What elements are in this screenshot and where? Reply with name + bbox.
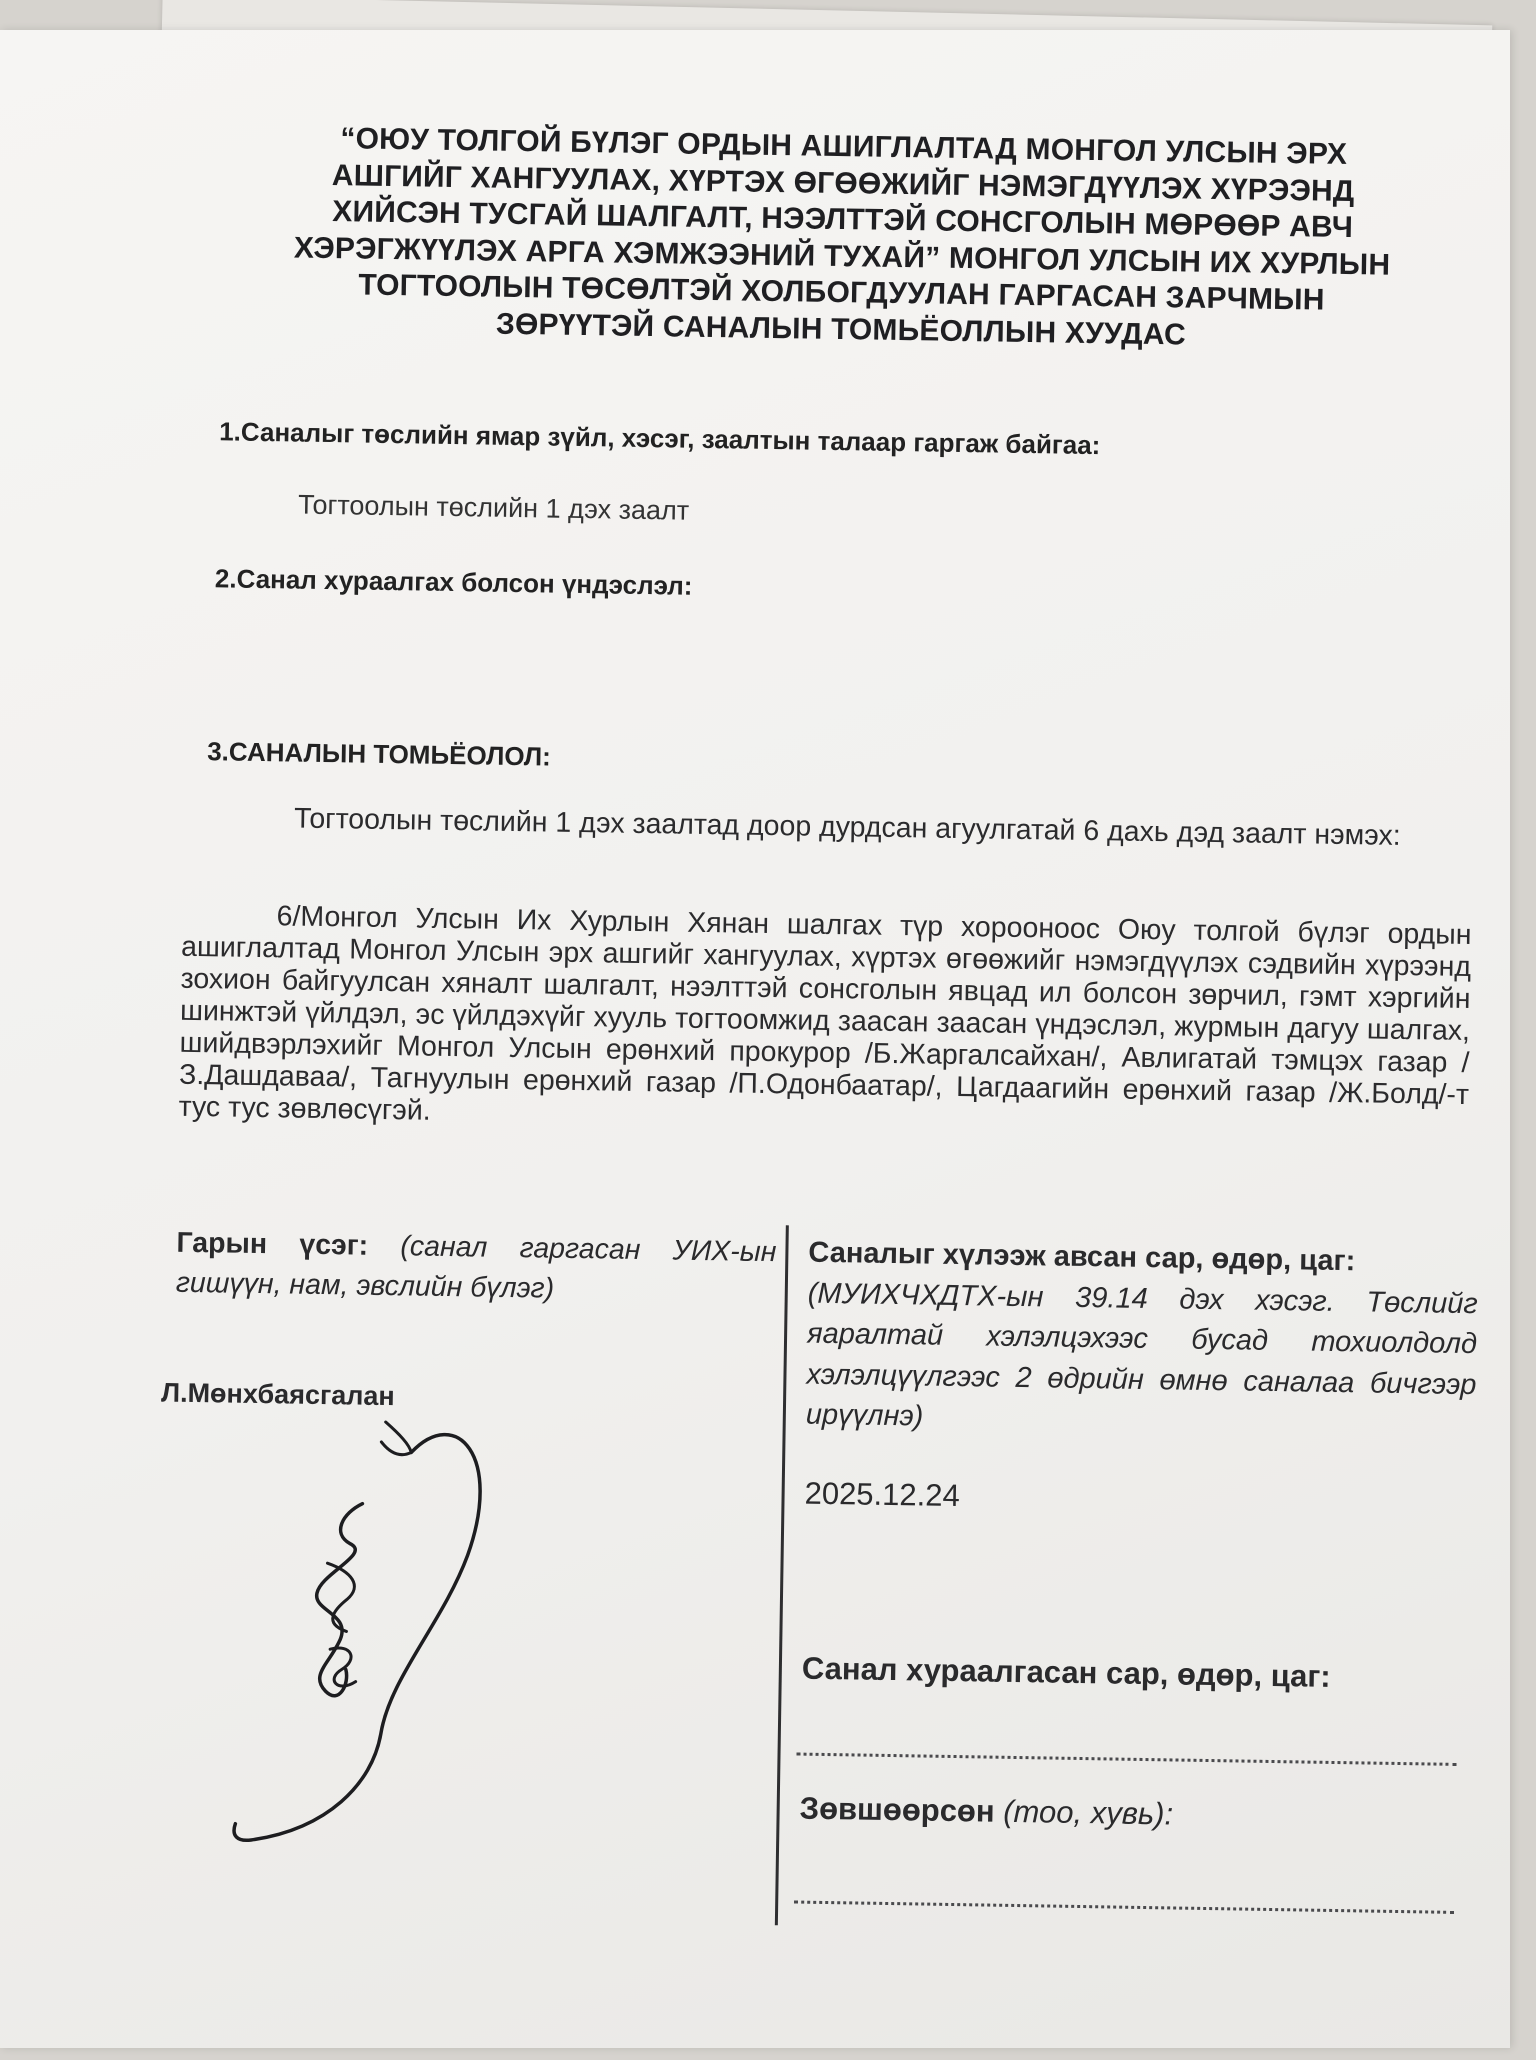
- signature-note: (санал гаргасан УИХ-ын гишүүн, нам, эвслийн бүлэг): [175, 1230, 777, 1305]
- section-2-heading: 2.Санал хураалгах болсон үндэслэл:: [214, 563, 693, 601]
- section-3-heading: 3.САНАЛЫН ТОМЬЁОЛОЛ:: [206, 736, 552, 772]
- approved-line: [794, 1901, 1454, 1914]
- column-divider: [775, 1225, 789, 1925]
- document-title: “ОЮУ ТОЛГОЙ БҮЛЭГ ОРДЫН АШИГЛАЛТАД МОНГОЛ УЛСЫН ЭРХ АШГИЙГ ХАНГУУЛАХ, ХҮРТЭХ ӨГӨӨЖИЙГ НЭМЭГДҮҮЛЭХ ХҮРЭЭНД ХИЙСЭН ТУСГАЙ ШАЛГАЛТ, НЭЭЛТТЭЙ СОНСГОЛЫН МӨРӨӨР АВЧ ХЭРЭГЖҮҮЛЭХ АРГА ХЭМЖЭЭНИЙ ТУХАЙ” МОНГОЛ УЛСЫН ИХ ХУРЛЫН ТОГТООЛЫН ТӨСӨЛТЭЙ ХОЛБОГДУУЛАН ГАРГАСАН ЗАРЧМЫН ЗӨРҮҮТЭЙ САНАЛЫН ТОМЬЁОЛЛЫН ХУУДАС: [293, 122, 1391, 351]
- received-block: [806, 1233, 1479, 1446]
- proposal-paragraph-2: 6/Монгол Улсын Их Хурлын Хянан шалгах түр хорооноос Оюу толгой бүлэг ордын ашиглалтад Монгол Улсын эрх ашгийг хангуулах, хүртэх өгөөжийг нэмэгдүүлэх сэдвийн хүрээнд зохион байгуулсан хяналт шалгалт, нээлттэй сонсголын явцад ил болсон зөрчил, гэмт хэргийн шинжтэй үйлдэл, эс үйлдэхүйг хууль тогтоомжид заасан заасан үндэслэл, журмын дагуу шалгах, шийдвэрлэхийг Монгол Улсын ерөнхий прокурор /Б.Жаргалсайхан/, Авлигатай тэмцэх газар /З.Дашдаваа/, Тагнуулын ерөнхий газар /П.Одонбаатар/, Цагдаагийн ерөнхий газар /Ж.Болд/-т тус тус зөвлөсүгэй.: [178, 900, 1472, 1127]
- signature-title: Гарын үсэг:: [176, 1226, 369, 1262]
- received-note: (МУИХЧХДТХ-ын 39.14 дэх хэсэг. Төслийг яаралтай хэлэлцэхээс бусад тохиолдолд хэлэлцүүлгээс 2 өдрийн өмнө саналаа бичгээр ирүүлнэ): [805, 1277, 1478, 1433]
- approved-block: [799, 1791, 1469, 1838]
- handwritten-signature: [227, 1412, 534, 1857]
- section-1-answer: Тогтоолын төслийн 1 дэх заалт: [297, 489, 690, 526]
- signer-name: Л.Мөнхбаясгалан: [160, 1377, 395, 1412]
- approved-note: (тоо, хувь):: [1002, 1793, 1174, 1832]
- received-date: 2025.12.24: [804, 1475, 961, 1514]
- received-label: Саналыг хүлээж авсан сар, өдөр, цаг:: [808, 1236, 1356, 1278]
- vote-date-label: Санал хураалгасан сар, өдөр, цаг:: [801, 1650, 1331, 1694]
- section-1-heading: 1.Саналыг төслийн ямар зүйл, хэсэг, заалтын талаар гаргаж байгаа:: [219, 416, 1101, 461]
- signature-label: [176, 1223, 777, 1312]
- approved-label: Зөвшөөрсөн: [799, 1790, 995, 1829]
- vote-date-line: [797, 1753, 1457, 1766]
- proposal-paragraph-1: Тогтоолын төслийн 1 дэх заалтад доор дурдсан агуулгатай 6 дахь дэд заалт нэмэх:: [293, 802, 1401, 852]
